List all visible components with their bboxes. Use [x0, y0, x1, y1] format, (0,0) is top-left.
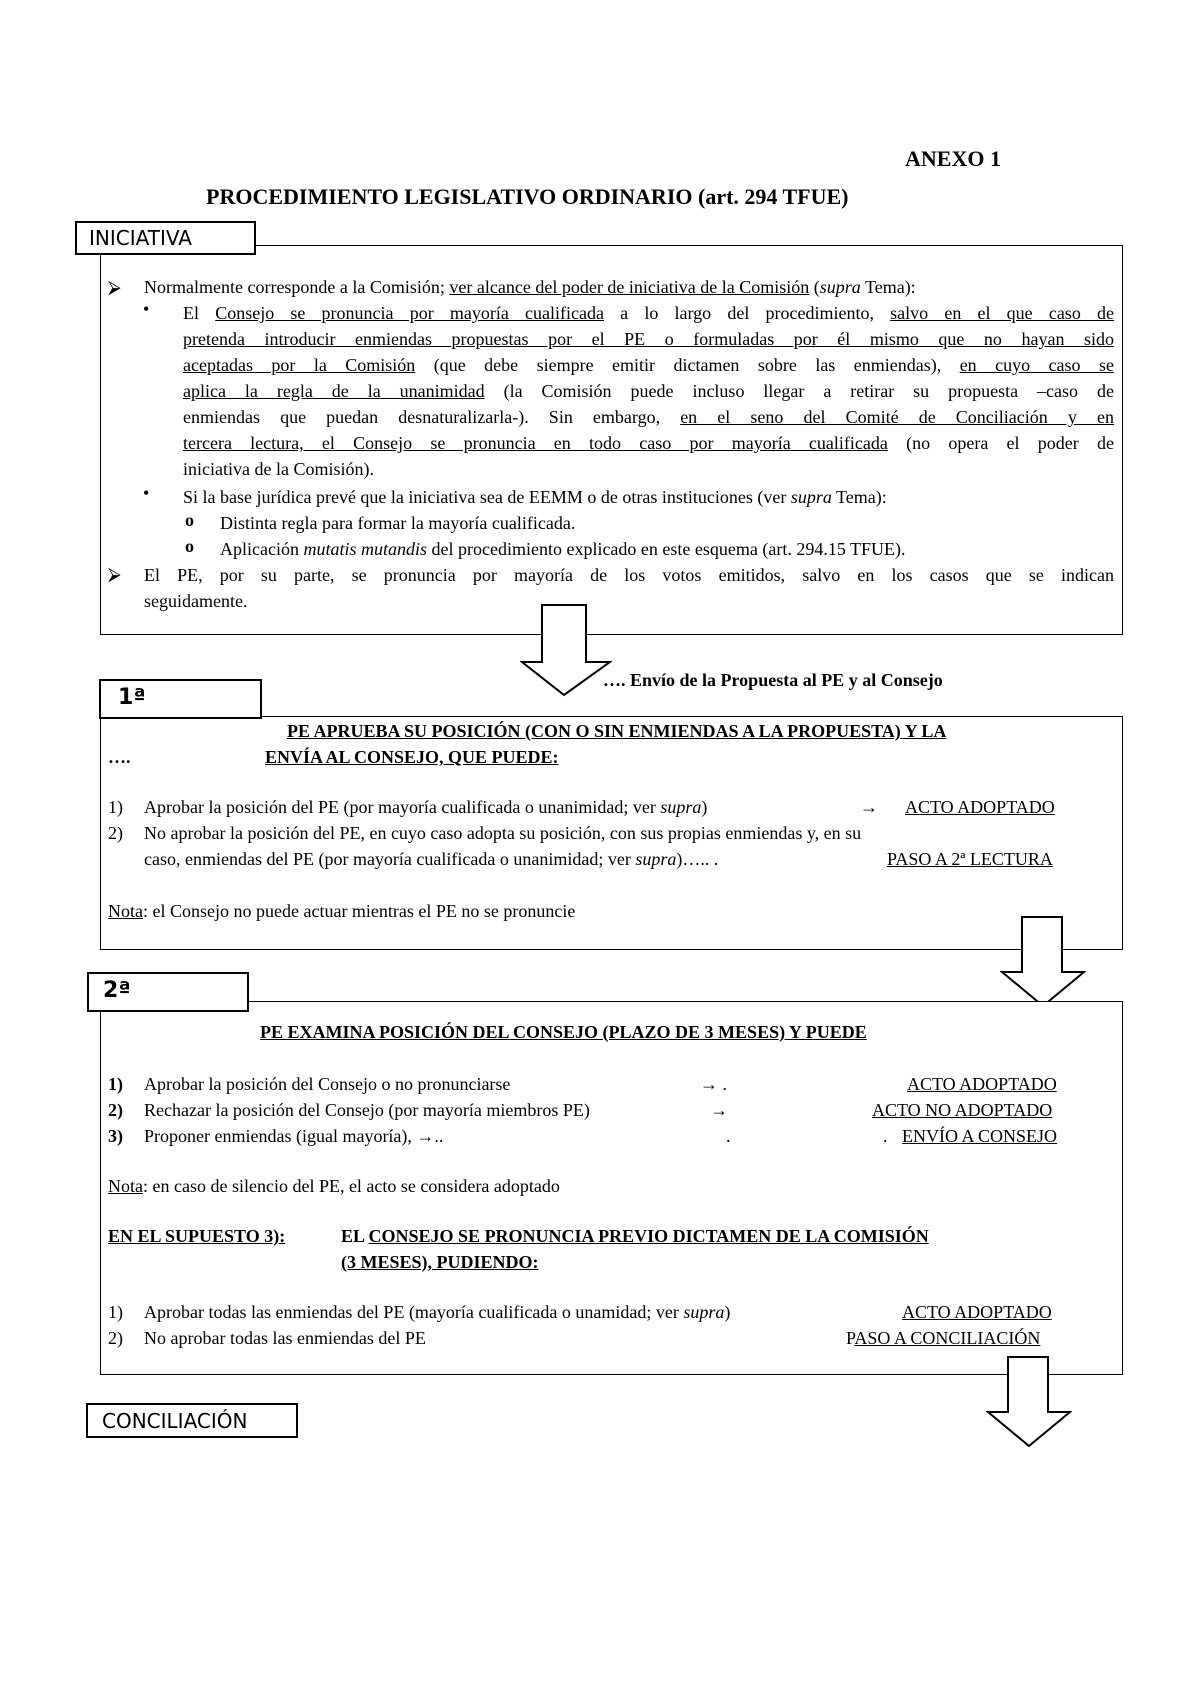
primera-nota: Nota: el Consejo no puede actuar mientras el PE no se pronuncie — [108, 901, 576, 921]
segunda-nota: Nota: en caso de silencio del PE, el acto se considera adoptado — [108, 1176, 560, 1196]
dot-bullet-icon: • — [143, 483, 150, 503]
result-acto-no-adoptado: ACTO NO ADOPTADO — [872, 1100, 1053, 1120]
item-number: 1) — [108, 797, 123, 817]
segunda-item-1: Aprobar la posición del Consejo o no pronunciarse — [144, 1074, 511, 1094]
o-bullet-icon: o — [185, 510, 194, 530]
segunda-item-2: Rechazar la posición del Consejo (por mayoría miembros PE) — [144, 1100, 590, 1120]
supuesto-item-1: Aprobar todas las enmiendas del PE (mayoría cualificada o unamidad; ver supra) — [144, 1302, 731, 1322]
result-paso-conciliacion: PASO A CONCILIACIÓN — [846, 1328, 1041, 1348]
result-envio-consejo: ENVÍO A CONSEJO — [902, 1126, 1058, 1146]
item-number: 1) — [108, 1074, 123, 1094]
supuesto-text-line-1: EL CONSEJO SE PRONUNCIA PREVIO DICTAMEN DE LA COMISIÓN — [341, 1226, 929, 1246]
primera-lectura-tab: 1ª — [99, 679, 262, 719]
segunda-lectura-tab: 2ª — [87, 972, 249, 1012]
primera-heading-line-1: PE APRUEBA SU POSICIÓN (CON O SIN ENMIENDAS A LA PROPUESTA) Y LA — [287, 721, 947, 741]
dot-bullet-icon: • — [143, 299, 150, 319]
consejo-line-3: aceptadas por la Comisión (que debe siempre emitir dictamen sobre las enmiendas), en cuyo caso se — [183, 355, 1114, 375]
arrowhead-bullet-icon: ⮚ — [108, 277, 121, 297]
item-number: 2) — [108, 1100, 123, 1120]
segunda-item-3: Proponer enmiendas (igual mayoría), →.. — [144, 1126, 444, 1146]
supuesto-text-line-2: (3 MESES), PUDIENDO: — [341, 1252, 539, 1272]
primera-item-2-line-2: caso, enmiendas del PE (por mayoría cualificada o unanimidad; ver supra)….. . — [144, 849, 719, 869]
primera-heading-line-2: ENVÍA AL CONSEJO, QUE PUEDE: — [265, 747, 559, 767]
item-number: 3) — [108, 1126, 123, 1146]
primera-dots: …. — [108, 747, 131, 767]
segunda-heading: PE EXAMINA POSICIÓN DEL CONSEJO (PLAZO DE 3 MESES) Y PUEDE — [260, 1022, 867, 1042]
consejo-line-4: aplica la regla de la unanimidad (la Comisión puede incluso llegar a retirar su propuesta –caso de — [183, 381, 1114, 401]
annex-label: ANEXO 1 — [905, 146, 1001, 171]
down-arrow-icon — [1000, 916, 1086, 1008]
sub-item-1: Distinta regla para formar la mayoría cualificada. — [220, 513, 576, 533]
result-acto-adoptado: ACTO ADOPTADO — [905, 797, 1055, 817]
right-arrow-icon: → . — [700, 1074, 727, 1094]
consejo-line-5: enmiendas que puedan desnaturalizarla-). Sin embargo, en el seno del Comité de Conciliación y en — [183, 407, 1114, 427]
consejo-line-6: tercera lectura, el Consejo se pronuncia en todo caso por mayoría cualificada (no opera el poder de — [183, 433, 1114, 453]
result-paso-2-lectura: PASO A 2ª LECTURA — [887, 849, 1053, 869]
down-arrow-icon — [520, 604, 612, 698]
right-arrow-icon: → — [860, 797, 878, 817]
supuesto-label: EN EL SUPUESTO 3): — [108, 1226, 286, 1246]
down-arrow-icon — [986, 1356, 1072, 1448]
o-bullet-icon: o — [185, 536, 194, 556]
iniciativa-bullet-2-line-1: El PE, por su parte, se pronuncia por mayoría de los votos emitidos, salvo en los casos que se indican — [144, 565, 1114, 585]
supuesto-item-2: No aprobar todas las enmiendas del PE — [144, 1328, 426, 1348]
primera-item-2-line-1: No aprobar la posición del PE, en cuyo caso adopta su posición, con sus propias enmiendas y, en su — [144, 823, 862, 843]
consejo-line-1: El Consejo se pronuncia por mayoría cualificada a lo largo del procedimiento, salvo en el que caso de — [183, 303, 1115, 323]
item-number: 2) — [108, 1328, 123, 1348]
result-acto-adoptado: ACTO ADOPTADO — [902, 1302, 1052, 1322]
sub-item-2: Aplicación mutatis mutandis del procedimiento explicado en este esquema (art. 294.15 TFUE). — [220, 539, 906, 559]
result-acto-adoptado: ACTO ADOPTADO — [907, 1074, 1057, 1094]
item-number: 2) — [108, 823, 123, 843]
iniciativa-tab: INICIATIVA — [75, 221, 256, 255]
item-number: 1) — [108, 1302, 123, 1322]
consejo-line-7: iniciativa de la Comisión). — [183, 459, 374, 479]
iniciativa-bullet-1: Normalmente corresponde a la Comisión; ver alcance del poder de iniciativa de la Comisión (supra Tema): — [144, 277, 916, 297]
consejo-line-2: pretenda introducir enmiendas propuestas por el PE o formuladas por él mismo que no hayan sido — [183, 329, 1114, 349]
leader-dot: . — [726, 1126, 731, 1146]
envio-label: …. Envío de la Propuesta al PE y al Consejo — [603, 670, 943, 690]
base-juridica-line: Si la base jurídica prevé que la iniciativa sea de EEMM o de otras instituciones (ver supra Tema): — [183, 487, 887, 507]
primera-item-1: Aprobar la posición del PE (por mayoría cualificada o unanimidad; ver supra) — [144, 797, 708, 817]
iniciativa-bullet-2-line-2: seguidamente. — [144, 591, 248, 611]
arrowhead-bullet-icon: ⮚ — [108, 564, 121, 584]
conciliacion-tab: CONCILIACIÓN — [86, 1403, 298, 1438]
right-arrow-icon: → — [710, 1100, 728, 1120]
page-title: PROCEDIMIENTO LEGISLATIVO ORDINARIO (art. 294 TFUE) — [206, 184, 849, 209]
leader-dot: . — [883, 1126, 888, 1146]
